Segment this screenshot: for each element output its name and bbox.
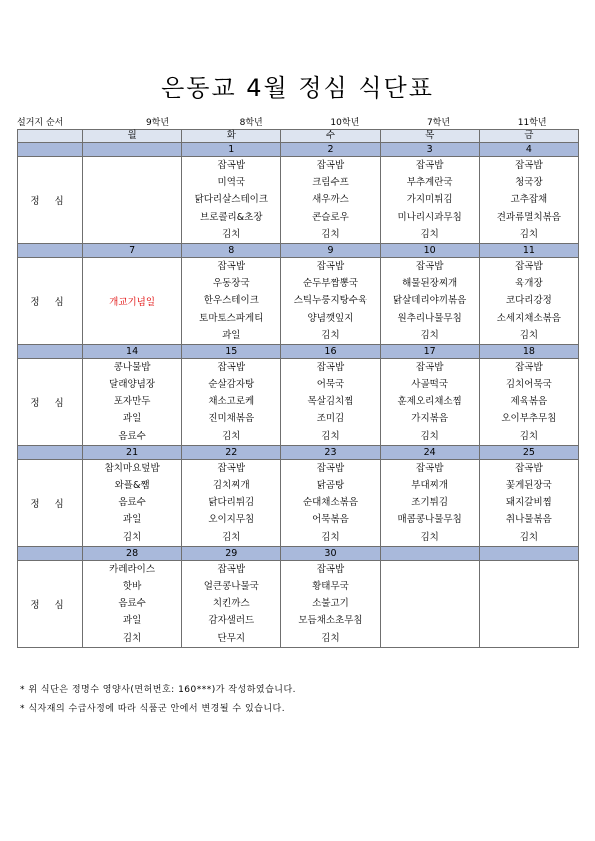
date-row	[18, 143, 579, 157]
menu-item: 김치	[420, 531, 439, 543]
menu-cell	[380, 358, 479, 445]
menu-item: 순살감자탕	[208, 379, 255, 391]
menu-cell	[281, 157, 380, 244]
date-cell: 18	[479, 344, 578, 358]
class-label: 11학년	[517, 118, 547, 128]
menu-item: 잡곡밥	[515, 260, 543, 272]
date-row-blank	[18, 546, 83, 560]
menu-item: 잡곡밥	[415, 462, 444, 474]
date-row	[18, 546, 579, 560]
menu-item: 닭다리살스테이크	[194, 194, 268, 206]
menu-item: 육개장	[515, 278, 543, 290]
menu-item: 제육볶음	[510, 396, 548, 408]
menu-item: 잡곡밥	[217, 361, 246, 373]
footnotes	[20, 681, 296, 719]
date-row-blank	[18, 143, 83, 157]
menu-item: 꽃게된장국	[505, 480, 552, 491]
class-label: 8학년	[239, 118, 263, 128]
menu-item: 과일	[122, 413, 142, 425]
holiday-note: 개교기념일	[83, 257, 182, 344]
weekday-header: 수	[281, 130, 380, 143]
menu-item: 브로콜리&초장	[200, 211, 263, 223]
date-cell: 8	[182, 243, 281, 257]
menu-table-body	[18, 130, 579, 648]
menu-item: 음료수	[118, 598, 146, 610]
menu-item: 우동장국	[212, 278, 250, 290]
menu-cell	[83, 459, 182, 546]
menu-item: 얼큰콩나물국	[203, 580, 259, 592]
date-cell: 30	[281, 546, 380, 560]
date-cell: 9	[281, 243, 380, 257]
menu-item: 잡곡밥	[415, 260, 444, 272]
weekday-header-row	[18, 130, 579, 143]
menu-item: 청국장	[515, 177, 543, 189]
date-row	[18, 445, 579, 459]
menu-item: 닭곰탕	[316, 480, 345, 491]
menu-cell	[182, 157, 281, 244]
meal-label: 정 심	[18, 459, 83, 546]
class-label: 10학년	[330, 118, 360, 128]
menu-cell	[182, 358, 281, 445]
date-cell: 29	[182, 546, 281, 560]
menu-item: 잡곡밥	[515, 361, 543, 373]
menu-item	[480, 561, 578, 578]
menu-item: 김치	[222, 430, 241, 442]
weekday-header: 금	[479, 130, 578, 143]
menu-cell	[479, 560, 578, 647]
menu-item: 김치	[420, 228, 439, 240]
menu-cell	[281, 459, 380, 546]
date-cell: 21	[83, 445, 182, 459]
date-cell: 22	[182, 445, 281, 459]
menu-item: 조미김	[316, 413, 345, 425]
meal-row	[18, 358, 579, 445]
meal-label: 정 심	[18, 358, 83, 445]
menu-cell	[380, 560, 479, 647]
menu-item: 콩나물밥	[113, 361, 151, 373]
menu-item: 핫바	[122, 580, 142, 592]
menu-item: 감자샐러드	[208, 615, 255, 627]
menu-item: 단무지	[217, 632, 246, 644]
menu-item: 오이부추무침	[501, 413, 557, 425]
menu-item: 김치	[420, 329, 439, 341]
menu-item: 황태무국	[312, 580, 349, 592]
date-row	[18, 243, 579, 257]
menu-item: 미나리시과무침	[397, 211, 462, 223]
menu-item: 잡곡밥	[217, 563, 246, 575]
menu-item: 스틱누룽지탕수육	[293, 295, 368, 307]
date-cell: 4	[479, 143, 578, 157]
meal-row	[18, 157, 579, 244]
menu-item: 소세지채소볶음	[496, 312, 561, 324]
menu-item: 매콤콩나물무침	[397, 514, 462, 526]
weekday-header: 목	[380, 130, 479, 143]
menu-item: 음료수	[118, 430, 146, 442]
menu-item: 순대채소볶음	[302, 497, 358, 509]
menu-item: 김치찌개	[212, 480, 250, 491]
menu-item	[83, 157, 181, 174]
menu-item: 잡곡밥	[217, 462, 246, 474]
date-row	[18, 344, 579, 358]
menu-item	[480, 630, 578, 647]
menu-item	[83, 209, 181, 226]
menu-item: 잡곡밥	[316, 260, 345, 272]
menu-item: 미역국	[217, 177, 246, 189]
menu-cell	[182, 560, 281, 647]
menu-cell	[479, 257, 578, 344]
menu-item	[480, 595, 578, 612]
menu-item: 잡곡밥	[415, 361, 444, 373]
menu-cell	[83, 358, 182, 445]
menu-item: 과일	[222, 329, 241, 341]
menu-item: 가지볶음	[411, 413, 449, 425]
menu-item: 취나물볶음	[505, 514, 552, 526]
date-cell: 25	[479, 445, 578, 459]
menu-item: 과일	[122, 615, 142, 627]
meal-row	[18, 560, 579, 647]
date-cell: 7	[83, 243, 182, 257]
menu-item: 김치	[321, 632, 340, 644]
menu-item: 와플&쨈	[114, 480, 150, 491]
menu-item: 돼지갈비찜	[505, 497, 552, 509]
menu-item: 부대찌개	[411, 480, 449, 491]
menu-cell	[83, 560, 182, 647]
menu-item: 김치	[519, 228, 539, 240]
menu-cell	[83, 157, 182, 244]
menu-item	[381, 612, 479, 629]
date-row-blank	[18, 445, 83, 459]
menu-item: 채소고로케	[208, 396, 255, 408]
menu-item: 고추잡채	[510, 194, 548, 206]
meal-row	[18, 257, 579, 344]
menu-item	[83, 191, 181, 208]
date-cell	[83, 143, 182, 157]
menu-cell	[380, 459, 479, 546]
menu-cell	[380, 257, 479, 344]
menu-item	[480, 578, 578, 595]
class-label: 7학년	[426, 118, 451, 128]
meal-label: 정 심	[18, 157, 83, 244]
date-cell: 17	[380, 344, 479, 358]
menu-cell	[182, 257, 281, 344]
menu-item: 모듬채소초무침	[298, 615, 363, 627]
footnote: * 식자재의 수급사정에 따라 식품군 안에서 변경될 수 있습니다.	[20, 704, 286, 714]
menu-item: 카레라이스	[109, 563, 156, 575]
menu-item: 잡곡밥	[217, 160, 246, 171]
weekday-header: 월	[83, 130, 182, 143]
menu-cell	[281, 560, 380, 647]
menu-cell	[182, 459, 281, 546]
menu-item: 김치	[519, 329, 539, 341]
menu-item: 김치어묵국	[505, 379, 552, 391]
weekday-header: 화	[182, 130, 281, 143]
menu-item	[381, 561, 479, 578]
date-cell: 1	[182, 143, 281, 157]
date-row-blank	[18, 344, 83, 358]
menu-item: 사골떡국	[411, 379, 449, 391]
date-cell: 3	[380, 143, 479, 157]
cleanup-order-label: 설거지 순서	[17, 118, 64, 128]
menu-cell	[479, 157, 578, 244]
cleanup-order-row	[17, 117, 579, 129]
meal-label: 정 심	[18, 257, 83, 344]
menu-item: 닭다리튀김	[208, 497, 255, 509]
menu-item: 새우까스	[312, 194, 349, 206]
footnote: * 위 식단은 정명수 영양사(면허번호: 160***)가 작성하였습니다.	[20, 685, 297, 695]
menu-cell	[281, 358, 380, 445]
menu-item: 김치	[321, 228, 340, 240]
menu-item: 원추리나물무침	[397, 312, 462, 324]
menu-item: 훈제오리채소찜	[397, 396, 462, 408]
menu-item: 목살김치찜	[307, 396, 354, 408]
menu-item: 크림수프	[312, 177, 349, 189]
menu-item: 김치	[321, 430, 340, 442]
menu-item: 잡곡밥	[515, 160, 543, 171]
menu-item: 부추계란국	[406, 177, 453, 189]
menu-item: 견과류멸치볶음	[496, 211, 561, 223]
menu-item: 양념깻잎지	[307, 312, 354, 324]
menu-item: 한우스테이크	[203, 295, 259, 307]
menu-item: 잡곡밥	[316, 361, 345, 373]
menu-item: 김치	[420, 430, 439, 442]
date-cell: 24	[380, 445, 479, 459]
menu-item	[83, 174, 181, 191]
date-cell: 16	[281, 344, 380, 358]
menu-item: 달래양념장	[109, 379, 156, 391]
class-label: 9학년	[145, 118, 170, 128]
menu-item: 진미채볶음	[208, 413, 255, 425]
menu-item: 김치	[321, 531, 340, 543]
weekday-header-blank	[18, 130, 83, 143]
menu-cell	[380, 157, 479, 244]
meal-row	[18, 459, 579, 546]
date-cell: 15	[182, 344, 281, 358]
menu-item: 치킨까스	[212, 598, 250, 610]
menu-item: 음료수	[118, 497, 146, 509]
menu-table	[17, 129, 579, 648]
date-cell: 2	[281, 143, 380, 157]
menu-cell	[479, 459, 578, 546]
menu-cell	[281, 257, 380, 344]
menu-cell	[479, 358, 578, 445]
menu-item: 김치	[519, 430, 539, 442]
menu-item: 잡곡밥	[515, 462, 543, 474]
menu-item: 잡곡밥	[217, 260, 246, 272]
menu-item	[83, 226, 181, 243]
menu-item: 닭살데리야끼볶음	[392, 295, 467, 307]
menu-item: 김치	[222, 228, 241, 240]
menu-item: 해물된장찌개	[402, 278, 458, 290]
menu-item: 잡곡밥	[415, 160, 444, 171]
menu-item: 소불고기	[312, 598, 349, 610]
date-row-blank	[18, 243, 83, 257]
menu-item	[381, 630, 479, 647]
menu-item	[381, 595, 479, 612]
meal-label: 정 심	[18, 560, 83, 647]
menu-item: 김치	[321, 329, 340, 341]
menu-item: 잡곡밥	[316, 563, 345, 575]
menu-item: 김치	[519, 531, 539, 543]
menu-item	[381, 578, 479, 595]
menu-item: 코다리강정	[505, 295, 552, 307]
date-cell	[380, 546, 479, 560]
date-cell: 10	[380, 243, 479, 257]
date-cell: 11	[479, 243, 578, 257]
menu-item: 김치	[122, 632, 142, 644]
menu-item: 어묵국	[316, 379, 345, 391]
menu-item: 가지미튀김	[406, 194, 453, 206]
date-cell	[479, 546, 578, 560]
menu-item: 토마토스파게티	[199, 312, 264, 324]
menu-item: 포자만두	[113, 396, 151, 408]
menu-item: 순두부짬뽕국	[302, 278, 358, 290]
menu-item: 과일	[122, 514, 142, 526]
menu-item: 조기튀김	[411, 497, 449, 509]
menu-item: 잡곡밥	[316, 462, 345, 474]
date-cell: 28	[83, 546, 182, 560]
menu-item: 김치	[222, 531, 241, 543]
menu-item: 참치마요덮밥	[104, 462, 160, 474]
menu-item: 콘슬로우	[312, 211, 349, 223]
menu-item	[480, 612, 578, 629]
page-title: 은동교 4월 정심 식단표	[161, 74, 434, 102]
menu-item: 잡곡밥	[316, 160, 345, 171]
menu-item: 오이지무침	[208, 514, 255, 526]
menu-item: 김치	[122, 531, 142, 543]
date-cell: 23	[281, 445, 380, 459]
date-cell: 14	[83, 344, 182, 358]
menu-item: 어묵볶음	[312, 514, 349, 526]
